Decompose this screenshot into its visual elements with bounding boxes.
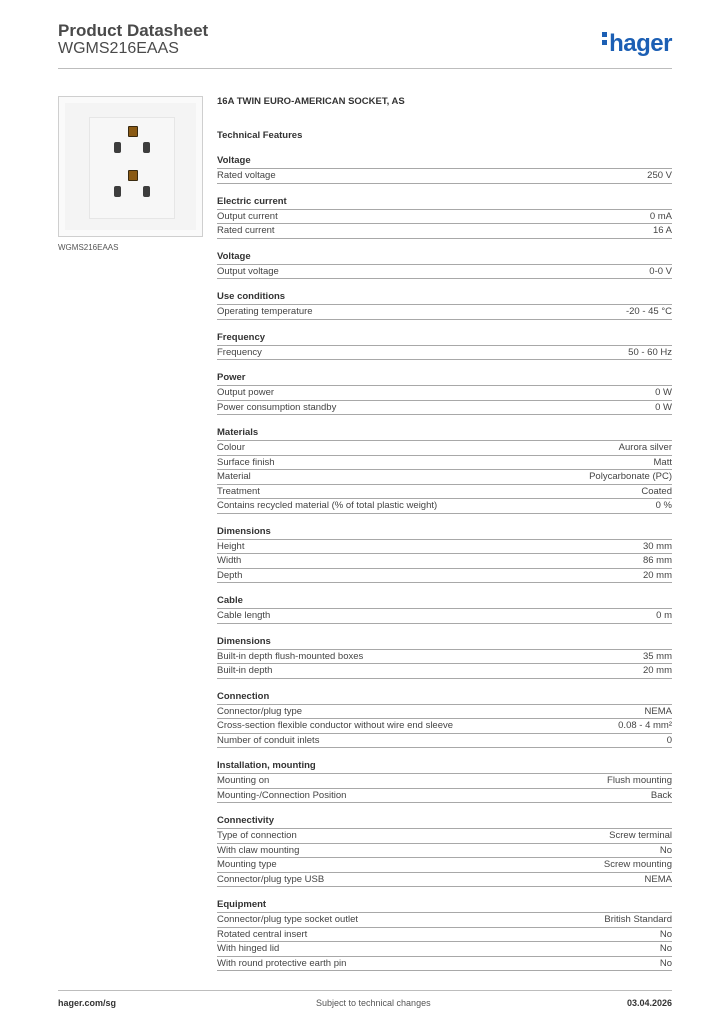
spec-value: 0 W (655, 401, 672, 413)
spec-label: Connector/plug type socket outlet (217, 914, 359, 925)
spec-value: 86 mm (642, 555, 672, 566)
socket-insert (89, 117, 175, 219)
spec-group-title: Power (217, 372, 246, 383)
spec-label: Depth (217, 569, 243, 581)
spec-label: Output current (217, 210, 278, 222)
spec-value: Aurora silver (618, 442, 672, 453)
spec-value: 16 A (652, 225, 672, 236)
socket-outlet-icon (112, 170, 152, 204)
spec-row (217, 400, 672, 416)
spec-group (217, 250, 672, 280)
socket-plate (65, 103, 196, 230)
spec-label: Cable length (217, 610, 271, 621)
spec-value: 35 mm (642, 650, 672, 662)
spec-label: Number of conduit inlets (217, 734, 320, 746)
spec-label: Width (217, 555, 242, 566)
section-title: Technical Features (217, 130, 303, 141)
spec-label: Rated voltage (217, 170, 276, 181)
spec-value: No (659, 943, 672, 954)
spec-value: 50 - 60 Hz (628, 346, 672, 358)
spec-label: Operating temperature (217, 306, 313, 317)
spec-row (217, 857, 672, 872)
spec-row (217, 649, 672, 664)
spec-label: Built-in depth flush-mounted boxes (217, 650, 364, 662)
socket-outlet-icon (112, 126, 152, 160)
spec-value: 0.08 - 4 mm² (618, 720, 672, 731)
spec-value: -20 - 45 °C (625, 306, 672, 317)
spec-value: NEMA (644, 705, 672, 717)
spec-group-title: Use conditions (217, 291, 286, 302)
spec-label: Output voltage (217, 265, 279, 277)
spec-group (217, 690, 672, 749)
spec-label: Connector/plug type (217, 705, 303, 717)
spec-label: With hinged lid (217, 943, 280, 954)
document-title: Product Datasheet (58, 21, 209, 40)
spec-group-title: Equipment (217, 899, 267, 910)
spec-value: No (659, 844, 672, 856)
spec-row (217, 788, 672, 804)
spec-group-title: Voltage (217, 250, 251, 262)
spec-group-title: Materials (217, 427, 259, 438)
product-code: WGMS216EAAS (58, 40, 179, 57)
spec-value: Flush mounting (607, 775, 672, 786)
spec-row (217, 209, 672, 224)
spec-row (217, 912, 672, 927)
spec-value: 0 W (655, 387, 672, 398)
spec-value: No (659, 928, 672, 940)
spec-row (217, 608, 672, 624)
spec-group (217, 371, 672, 415)
spec-row (217, 264, 672, 280)
spec-value: 0 m (656, 610, 672, 621)
spec-label: Material (217, 471, 251, 482)
spec-groups (217, 154, 672, 971)
spec-row (217, 828, 672, 843)
footer-note: Subject to technical changes (316, 998, 431, 1008)
spec-row (217, 941, 672, 956)
spec-group-title: Connectivity (217, 815, 275, 826)
spec-label: Rotated central insert (217, 928, 308, 940)
spec-value: Back (650, 789, 672, 801)
spec-group-title: Dimensions (217, 635, 271, 647)
spec-value: No (659, 957, 672, 969)
spec-label: With round protective earth pin (217, 957, 347, 969)
spec-label: Height (217, 540, 245, 552)
spec-value: Screw terminal (609, 830, 672, 841)
spec-value: 20 mm (642, 665, 672, 676)
spec-row (217, 498, 672, 514)
spec-value: 0 mA (649, 210, 672, 222)
spec-row (217, 455, 672, 470)
spec-label: Built-in depth (217, 665, 273, 676)
spec-value: British Standard (604, 914, 672, 925)
spec-content (217, 95, 672, 971)
spec-value: 0 (666, 734, 672, 746)
spec-value: 30 mm (642, 540, 672, 552)
spec-row (217, 568, 672, 584)
spec-row (217, 484, 672, 499)
spec-label: Mounting type (217, 859, 277, 870)
header-divider (58, 68, 672, 69)
spec-row (217, 223, 672, 239)
spec-label: Contains recycled material (% of total plastic weight) (217, 500, 438, 511)
spec-value: Coated (641, 485, 672, 497)
spec-group-title: Dimensions (217, 525, 271, 537)
spec-row (217, 733, 672, 749)
spec-label: Frequency (217, 346, 262, 358)
logo-dots-icon (602, 32, 607, 48)
spec-group (217, 594, 672, 624)
spec-label: Cross-section flexible conductor without wire end sleeve (217, 720, 454, 731)
spec-group-title: Frequency (217, 331, 266, 343)
spec-row (217, 168, 672, 184)
spec-value: Matt (653, 456, 672, 468)
spec-row (217, 927, 672, 942)
spec-label: Rated current (217, 225, 275, 236)
spec-row (217, 843, 672, 858)
spec-row (217, 718, 672, 733)
spec-group (217, 898, 672, 971)
footer-website: hager.com/sg (58, 998, 117, 1008)
spec-group-title: Electric current (217, 195, 287, 207)
product-title: 16A TWIN EURO-AMERICAN SOCKET, AS (217, 96, 405, 107)
spec-value: 0 % (655, 500, 672, 511)
spec-value: Polycarbonate (PC) (589, 471, 672, 482)
spec-label: Connector/plug type USB (217, 873, 325, 885)
spec-row (217, 553, 672, 568)
product-image (58, 96, 203, 237)
spec-label: With claw mounting (217, 844, 300, 856)
spec-row (217, 345, 672, 361)
spec-row (217, 956, 672, 972)
spec-group (217, 331, 672, 361)
spec-value: Screw mounting (603, 859, 672, 870)
logo-text: hager (609, 30, 672, 57)
footer-divider (58, 990, 672, 991)
spec-label: Mounting-/Connection Position (217, 789, 347, 801)
spec-row (217, 704, 672, 719)
spec-row (217, 440, 672, 455)
spec-group (217, 290, 672, 320)
spec-row (217, 539, 672, 554)
spec-group-title: Connection (217, 690, 270, 702)
spec-label: Mounting on (217, 775, 270, 786)
spec-row (217, 872, 672, 888)
spec-row (217, 663, 672, 679)
spec-group (217, 759, 672, 803)
spec-value: 250 V (647, 170, 672, 181)
spec-label: Output power (217, 387, 275, 398)
spec-group (217, 635, 672, 679)
spec-group (217, 814, 672, 887)
spec-label: Treatment (217, 485, 260, 497)
spec-label: Colour (217, 442, 245, 453)
image-caption: WGMS216EAAS (58, 243, 119, 252)
footer-date: 03.04.2026 (626, 998, 672, 1008)
hager-logo (602, 30, 672, 58)
spec-group-title: Voltage (217, 155, 251, 166)
spec-value: 0-0 V (649, 265, 672, 277)
spec-group (217, 525, 672, 584)
spec-group-title: Cable (217, 595, 243, 606)
spec-row (217, 385, 672, 400)
spec-row (217, 773, 672, 788)
spec-value: NEMA (644, 873, 672, 885)
spec-label: Power consumption standby (217, 401, 337, 413)
spec-label: Surface finish (217, 456, 275, 468)
spec-group (217, 154, 672, 184)
spec-label: Type of connection (217, 830, 297, 841)
spec-row (217, 469, 672, 484)
spec-row (217, 304, 672, 320)
spec-group-title: Installation, mounting (217, 760, 316, 771)
spec-group (217, 426, 672, 514)
spec-group (217, 195, 672, 239)
spec-value: 20 mm (642, 569, 672, 581)
